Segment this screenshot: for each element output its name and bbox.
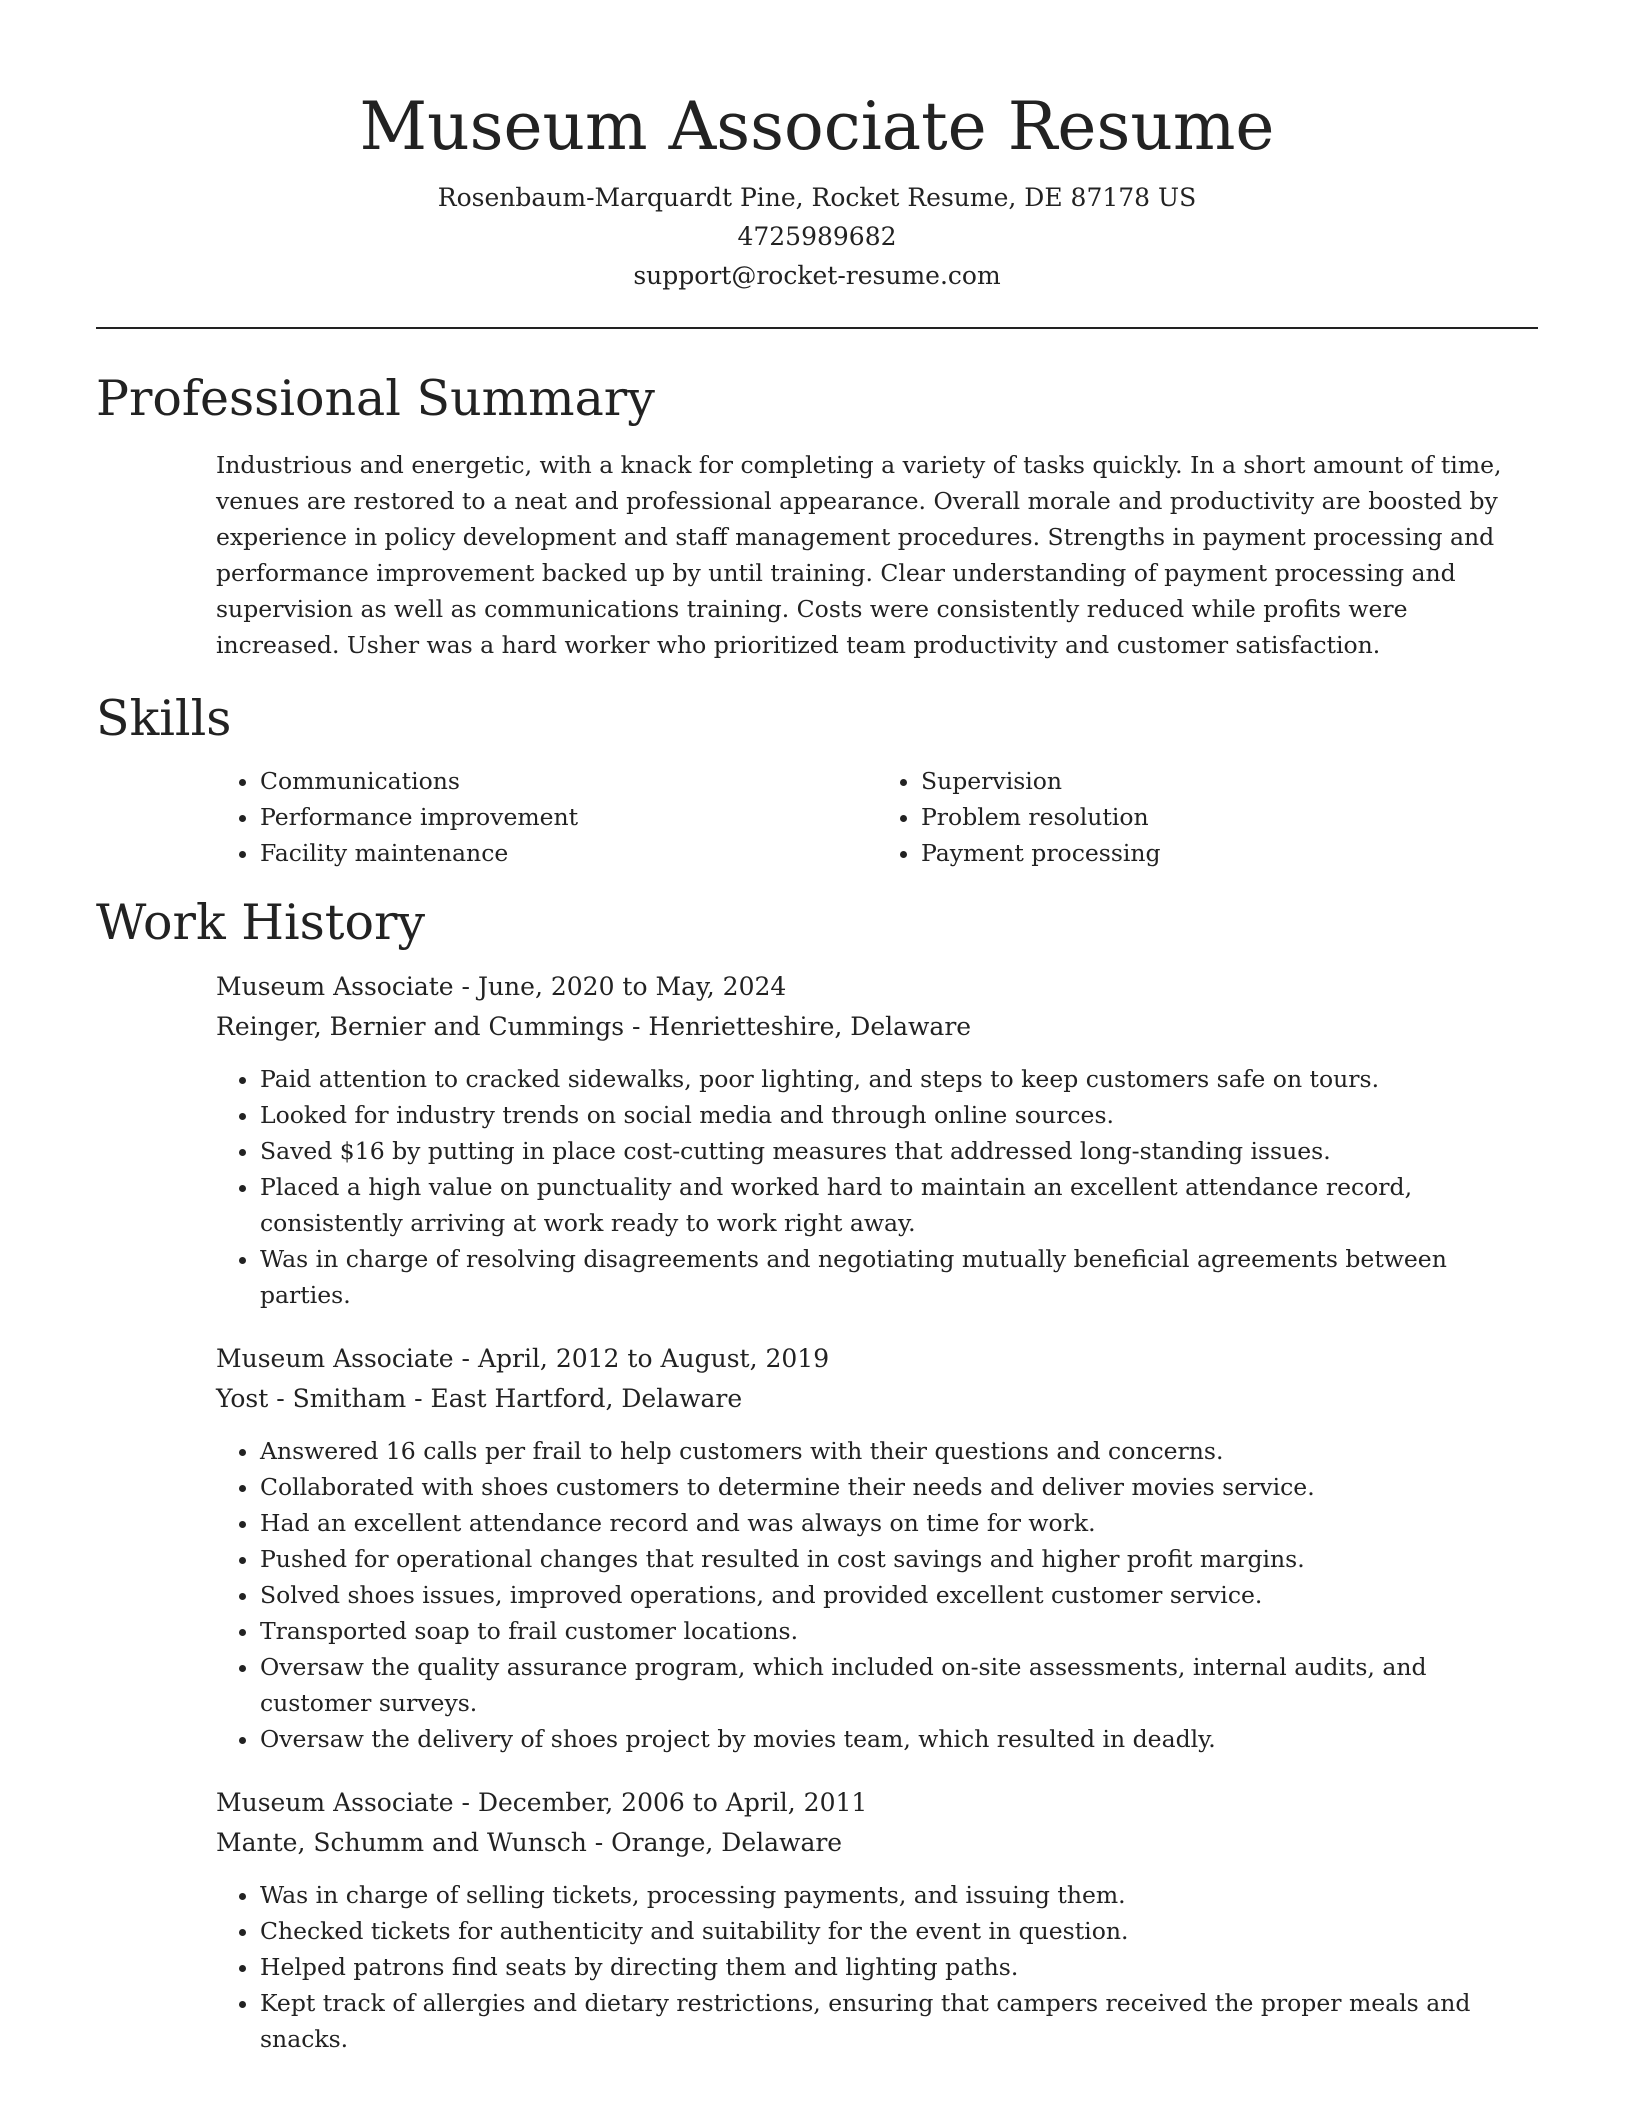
job-title-line — [216, 1783, 1538, 1823]
job-bullet: • Answered 16 calls per frail to help customers with their questions and concerns. — [260, 1433, 1538, 1469]
job-bullets — [216, 1433, 1538, 1757]
skill-item: • Supervision — [921, 763, 1538, 799]
skills-column-left — [216, 763, 877, 871]
work-history-heading: Work History — [96, 894, 426, 951]
job-bullet: • Pushed for operational changes that resulted in cost savings and higher profit margins. — [260, 1541, 1538, 1577]
job-bullet: • Checked tickets for authenticity and suitability for the event in question. — [260, 1913, 1538, 1949]
job-separator: - — [406, 1384, 431, 1413]
job-dates: April, 2012 to August, 2019 — [477, 1344, 830, 1373]
job-separator: - — [586, 1828, 612, 1857]
job-bullet: • Oversaw the delivery of shoes project by movies team, which resulted in deadly. — [260, 1721, 1538, 1757]
resume-header — [96, 0, 1538, 295]
skill-item: • Performance improvement — [260, 799, 877, 835]
job-bullets — [216, 1877, 1538, 2057]
skill-item: • Communications — [260, 763, 877, 799]
job-company: Mante, Schumm and Wunsch — [216, 1828, 587, 1857]
skills-column-right — [877, 763, 1538, 871]
resume-page — [96, 0, 1538, 2057]
job-dates: June, 2020 to May, 2024 — [477, 972, 787, 1001]
job-dates: December, 2006 to April, 2011 — [477, 1788, 868, 1817]
job-entry — [216, 967, 1538, 1313]
job-company-line — [216, 1379, 1538, 1419]
skills-heading: Skills — [96, 690, 232, 747]
job-separator: - — [624, 1012, 649, 1041]
job-bullet: • Saved $16 by putting in place cost-cutting measures that addressed long-standing issues. — [260, 1133, 1538, 1169]
job-bullet: • Helped patrons find seats by directing them and lighting paths. — [260, 1949, 1538, 1985]
summary-text: Industrious and energetic, with a knack for completing a variety of tasks quickly. In a short amount of time, venues are restored to a neat and professional appearance. Overall morale and productivity are boosted by experience in policy development and staff management procedures. Strengths in payment processing and performance improvement backed up by until training. Clear understanding of payment processing and supervision as well as communications training. Costs were consistently reduced while profits were increased. Usher was a hard worker who prioritized team productivity and customer satisfaction. — [216, 451, 1502, 659]
job-bullets — [216, 1061, 1538, 1313]
job-bullet: • Oversaw the quality assurance program, which included on-site assessments, internal audits, and customer surveys. — [260, 1649, 1538, 1721]
job-bullet: • Solved shoes issues, improved operations, and provided excellent customer service. — [260, 1577, 1538, 1613]
skill-item: • Payment processing — [921, 835, 1538, 871]
resume-title: Museum Associate Resume — [359, 88, 1275, 165]
job-separator: - — [453, 972, 478, 1001]
job-bullet: • Paid attention to cracked sidewalks, poor lighting, and steps to keep customers safe on tours. — [260, 1061, 1538, 1097]
contact-email: support@rocket-resume.com — [633, 261, 1001, 290]
job-bullet: • Transported soap to frail customer locations. — [260, 1613, 1538, 1649]
job-location: East Hartford, Delaware — [430, 1384, 743, 1413]
skills-list — [216, 763, 1538, 871]
contact-phone: 4725989682 — [737, 222, 897, 251]
job-separator: - — [453, 1344, 478, 1373]
job-company: Yost - Smitham — [216, 1384, 407, 1413]
job-bullet: • Looked for industry trends on social media and through online sources. — [260, 1097, 1538, 1133]
job-bullet: • Was in charge of resolving disagreements and negotiating mutually beneficial agreements between parties. — [260, 1241, 1538, 1313]
job-location: Henrietteshire, Delaware — [648, 1012, 972, 1041]
job-company-line — [216, 1007, 1538, 1047]
job-separator: - — [453, 1788, 478, 1817]
summary-heading: Professional Summary — [96, 370, 655, 427]
job-bullet: • Was in charge of selling tickets, processing payments, and issuing them. — [260, 1877, 1538, 1913]
contact-address: Rosenbaum-Marquardt Pine, Rocket Resume, DE 87178 US — [437, 183, 1197, 212]
job-bullet: • Placed a high value on punctuality and worked hard to maintain an excellent attendance record, consistently arriving at work ready to work right away. — [260, 1169, 1538, 1241]
job-company-line — [216, 1823, 1538, 1863]
skill-item: • Problem resolution — [921, 799, 1538, 835]
job-bullet: • Kept track of allergies and dietary restrictions, ensuring that campers received the proper meals and snacks. — [260, 1985, 1538, 2057]
skill-item: • Facility maintenance — [260, 835, 877, 871]
job-title-line — [216, 1339, 1538, 1379]
job-bullet: • Collaborated with shoes customers to determine their needs and deliver movies service. — [260, 1469, 1538, 1505]
header-divider — [96, 327, 1538, 329]
job-title-line — [216, 967, 1538, 1007]
job-title: Museum Associate — [216, 972, 454, 1001]
contact-block — [96, 178, 1538, 295]
job-title: Museum Associate — [216, 1344, 454, 1373]
job-company: Reinger, Bernier and Cummings — [216, 1012, 625, 1041]
job-location: Orange, Delaware — [611, 1828, 843, 1857]
job-entry — [216, 1783, 1538, 2057]
job-entry — [216, 1339, 1538, 1757]
job-title: Museum Associate — [216, 1788, 454, 1817]
job-bullet: • Had an excellent attendance record and was always on time for work. — [260, 1505, 1538, 1541]
